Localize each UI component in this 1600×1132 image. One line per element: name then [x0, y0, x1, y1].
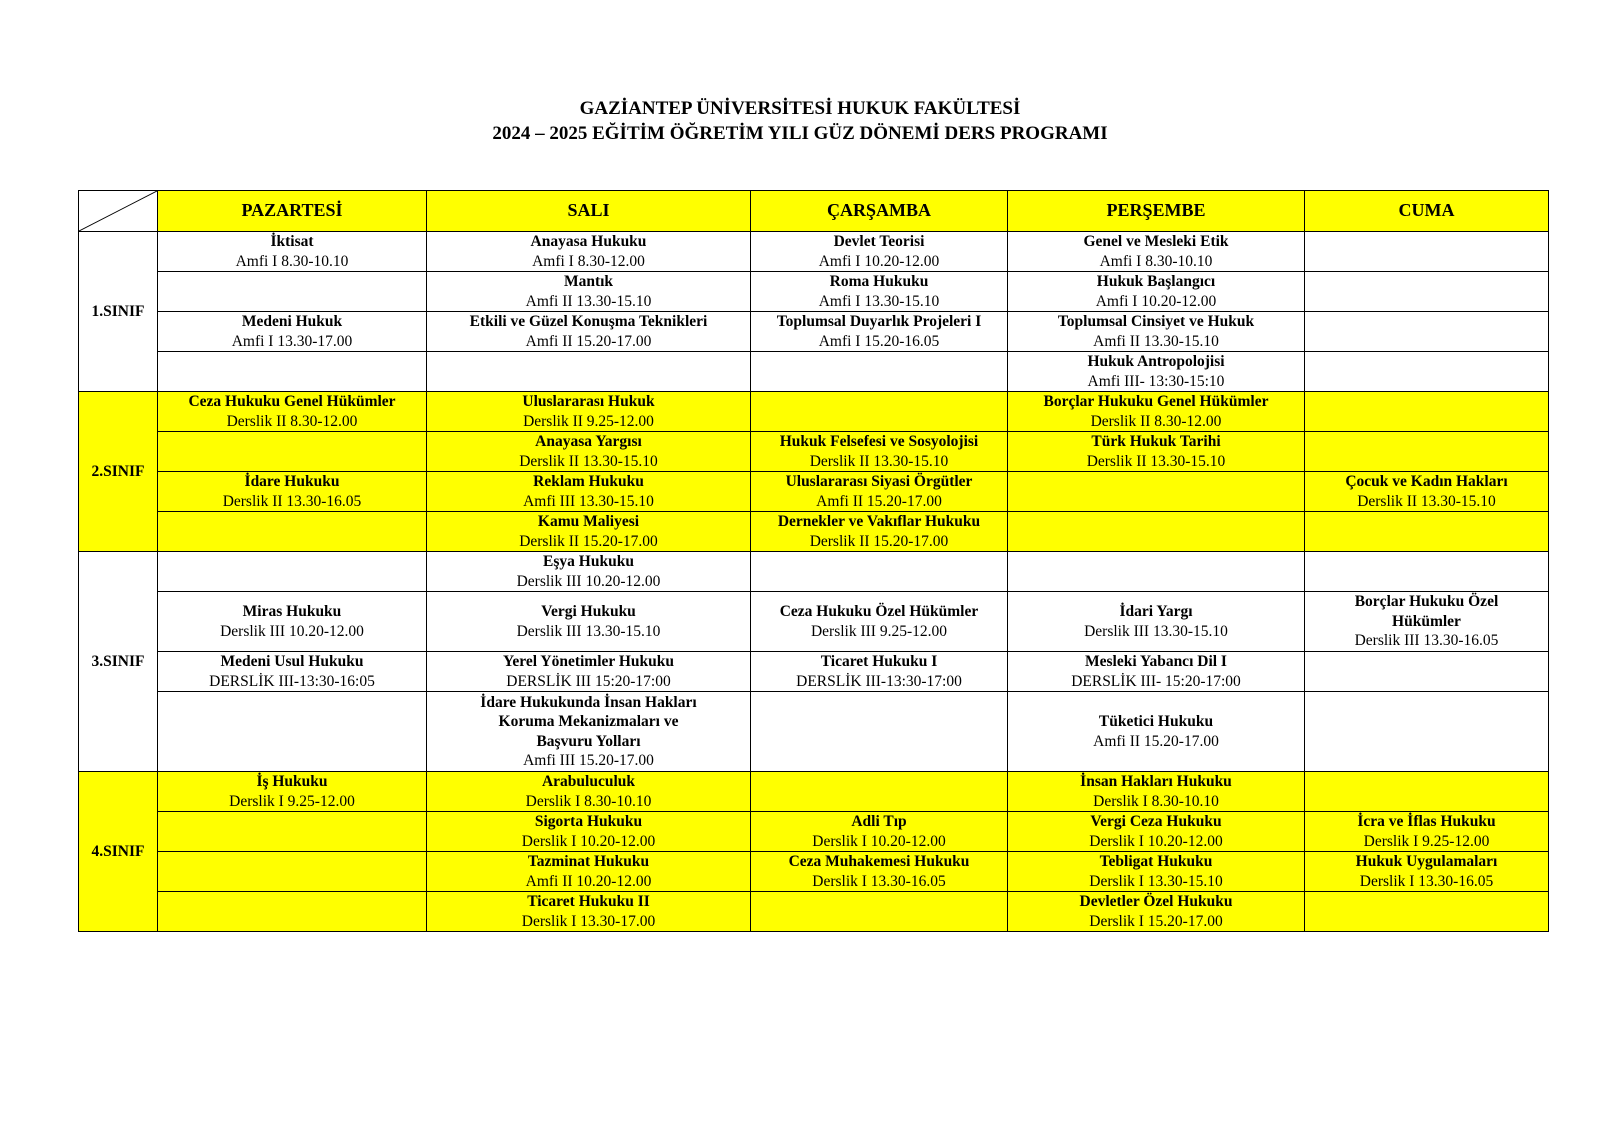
course-name: Roma Hukuku [829, 273, 929, 290]
course-room-time: Amfi I 13.30-15.10 [818, 292, 940, 310]
course-name: Ceza Hukuku Genel Hükümler [188, 393, 396, 410]
course-name: Anayasa Yargısı [535, 433, 642, 450]
empty-cell [158, 432, 427, 472]
course-cell [751, 512, 1008, 552]
course-name: Kamu Maliyesi [537, 513, 640, 530]
course-name: Tazminat Hukuku [527, 853, 650, 870]
course-name: Vergi Hukuku [541, 603, 636, 620]
course-room-time: Derslik III 13.30-15.10 [1084, 622, 1228, 640]
class-3-row-4 [79, 692, 1549, 772]
course-room-time: Derslik II 8.30-12.00 [1090, 412, 1222, 430]
course-name: Dernekler ve Vakıflar Hukuku [777, 513, 981, 530]
course-name: Borçlar Hukuku Özel Hükümler [1354, 593, 1499, 630]
course-room-time: Derslik I 10.20-12.00 [521, 832, 656, 850]
empty-cell [427, 352, 751, 392]
class-label-3: 3.SINIF [79, 552, 158, 772]
course-name: Uluslararası Hukuk [522, 393, 655, 410]
course-room-time: Derslik II 15.20-17.00 [519, 532, 658, 550]
course-cell [1008, 352, 1305, 392]
class-1-row-1 [79, 232, 1549, 272]
empty-cell [1008, 472, 1305, 512]
course-cell [751, 272, 1008, 312]
course-name: Çocuk ve Kadın Hakları [1345, 473, 1508, 490]
course-cell [158, 772, 427, 812]
course-name: Toplumsal Duyarlık Projeleri I [776, 313, 982, 330]
course-cell [751, 472, 1008, 512]
course-cell [427, 312, 751, 352]
empty-cell [1305, 352, 1549, 392]
course-name: Arabuluculuk [541, 773, 636, 790]
course-room-time: Derslik I 10.20-12.00 [1089, 832, 1223, 850]
empty-cell [1008, 512, 1305, 552]
course-room-time: Amfi I 10.20-12.00 [818, 252, 940, 270]
diagonal-line-icon [79, 191, 157, 231]
course-cell [1008, 692, 1305, 772]
course-room-time: Amfi II 15.20-17.00 [525, 332, 652, 350]
course-room-time: Derslik III 13.30-16.05 [1354, 632, 1499, 650]
empty-cell [1305, 692, 1549, 772]
course-cell [1008, 232, 1305, 272]
course-room-time: DERSLİK III 15:20-17:00 [506, 672, 671, 690]
empty-cell [158, 272, 427, 312]
class-1-row-3 [79, 312, 1549, 352]
course-room-time: Derslik III 13.30-15.10 [516, 622, 661, 640]
class-2-row-3 [79, 472, 1549, 512]
empty-cell [1305, 552, 1549, 592]
course-cell [427, 552, 751, 592]
class-4-row-2 [79, 812, 1549, 852]
empty-cell [158, 852, 427, 892]
course-cell [427, 652, 751, 692]
course-room-time: Amfi III 15.20-17.00 [523, 752, 654, 769]
course-cell [158, 392, 427, 432]
class-2-row-2 [79, 432, 1549, 472]
empty-cell [158, 692, 427, 772]
empty-cell [1305, 392, 1549, 432]
course-name: Ticaret Hukuku II [527, 893, 650, 910]
course-cell [427, 692, 751, 772]
empty-cell [1305, 312, 1549, 352]
course-cell [1008, 312, 1305, 352]
class-3-row-2 [79, 592, 1549, 652]
class-1-row-2 [79, 272, 1549, 312]
course-room-time: Amfi I 15.20-16.05 [818, 332, 940, 350]
class-label-4: 4.SINIF [79, 772, 158, 932]
course-room-time: Amfi I 8.30-12.00 [532, 252, 645, 270]
course-name: Türk Hukuk Tarihi [1091, 433, 1221, 450]
course-cell [1008, 432, 1305, 472]
empty-cell [751, 352, 1008, 392]
course-name: Yerel Yönetimler Hukuku [502, 653, 675, 670]
course-room-time: Amfi II 13.30-15.10 [1093, 332, 1219, 350]
course-cell [751, 652, 1008, 692]
course-room-time: Derslik II 13.30-15.10 [809, 452, 949, 470]
course-name: Uluslararası Siyasi Örgütler [785, 473, 973, 490]
course-cell [427, 392, 751, 432]
course-cell [427, 512, 751, 552]
course-room-time: Derslik I 9.25-12.00 [229, 792, 355, 810]
day-header-monday: PAZARTESİ [158, 191, 427, 232]
course-name: Ceza Muhakemesi Hukuku [788, 853, 970, 870]
day-header-thursday: PERŞEMBE [1008, 191, 1305, 232]
empty-cell [158, 512, 427, 552]
day-header-tuesday: SALI [427, 191, 751, 232]
empty-cell [1305, 432, 1549, 472]
course-cell [427, 772, 751, 812]
course-room-time: Derslik I 13.30-15.10 [1089, 872, 1223, 890]
course-room-time: Amfi II 15.20-17.00 [816, 492, 942, 510]
day-header-wednesday: ÇARŞAMBA [751, 191, 1008, 232]
empty-cell [1305, 512, 1549, 552]
course-room-time: Derslik I 13.30-16.05 [812, 872, 946, 890]
course-cell [751, 592, 1008, 652]
empty-cell [751, 892, 1008, 932]
course-room-time: DERSLİK III-13:30-17:00 [796, 672, 962, 690]
empty-cell [158, 352, 427, 392]
course-name: Tüketici Hukuku [1098, 713, 1214, 730]
course-cell [1305, 812, 1549, 852]
class-3-row-1 [79, 552, 1549, 592]
empty-cell [1305, 272, 1549, 312]
course-cell [1008, 812, 1305, 852]
course-cell [158, 472, 427, 512]
day-header-row [79, 191, 1549, 232]
course-name: Vergi Ceza Hukuku [1090, 813, 1222, 830]
class-2-row-1 [79, 392, 1549, 432]
course-cell [427, 812, 751, 852]
course-cell [1305, 472, 1549, 512]
empty-cell [751, 392, 1008, 432]
course-room-time: Amfi II 10.20-12.00 [525, 872, 652, 890]
schedule-table [78, 190, 1549, 932]
class-4-row-3 [79, 852, 1549, 892]
course-room-time: Derslik II 13.30-15.10 [1357, 492, 1496, 510]
course-cell [158, 592, 427, 652]
course-cell [427, 432, 751, 472]
course-name: Hukuk Uygulamaları [1355, 853, 1498, 870]
course-cell [751, 852, 1008, 892]
class-4-row-4 [79, 892, 1549, 932]
course-cell [427, 892, 751, 932]
course-name: Anayasa Hukuku [530, 233, 647, 250]
course-room-time: Derslik III 10.20-12.00 [516, 572, 661, 590]
course-room-time: DERSLİK III- 15:20-17:00 [1071, 672, 1241, 690]
course-name: Hukuk Felsefesi ve Sosyolojisi [779, 433, 979, 450]
course-name: İdari Yargı [1119, 603, 1193, 620]
course-room-time: Derslik I 8.30-10.10 [525, 792, 652, 810]
course-name: İcra ve İflas Hukuku [1357, 813, 1496, 830]
class-label-1: 1.SINIF [79, 232, 158, 392]
course-room-time: Derslik I 8.30-10.10 [1093, 792, 1219, 810]
course-cell [1305, 592, 1549, 652]
course-room-time: Amfi III 13.30-15.10 [523, 492, 654, 510]
course-name: Borçlar Hukuku Genel Hükümler [1043, 393, 1269, 410]
course-room-time: Derslik III 9.25-12.00 [810, 622, 948, 640]
course-cell [1008, 892, 1305, 932]
course-cell [1008, 592, 1305, 652]
course-cell [751, 812, 1008, 852]
empty-cell [1305, 232, 1549, 272]
course-name: Sigorta Hukuku [534, 813, 643, 830]
program-title: 2024 – 2025 EĞİTİM ÖĞRETİM YILI GÜZ DÖNEMİ DERS PROGRAMI [492, 123, 1108, 144]
course-name: Adli Tıp [851, 813, 907, 830]
course-name: Medeni Hukuk [241, 313, 343, 330]
course-name: Ticaret Hukuku I [820, 653, 938, 670]
course-name: Toplumsal Cinsiyet ve Hukuk [1057, 313, 1255, 330]
course-name: Reklam Hukuku [533, 473, 644, 490]
empty-cell [1008, 552, 1305, 592]
course-cell [751, 432, 1008, 472]
empty-cell [1305, 892, 1549, 932]
course-name: İnsan Hakları Hukuku [1080, 773, 1232, 790]
course-cell [427, 272, 751, 312]
course-cell [158, 232, 427, 272]
course-room-time: Derslik I 13.30-16.05 [1359, 872, 1494, 890]
course-cell [427, 232, 751, 272]
course-room-time: Derslik I 9.25-12.00 [1363, 832, 1490, 850]
class-1-row-4 [79, 352, 1549, 392]
course-name: Mesleki Yabancı Dil I [1085, 653, 1227, 670]
empty-cell [158, 812, 427, 852]
course-room-time: Derslik III 10.20-12.00 [220, 622, 364, 640]
faculty-title: GAZİANTEP ÜNİVERSİTESİ HUKUK FAKÜLTESİ [579, 98, 1021, 119]
course-room-time: Derslik II 13.30-15.10 [1086, 452, 1226, 470]
course-room-time: Amfi I 8.30-10.10 [1099, 252, 1213, 270]
course-cell [1008, 772, 1305, 812]
empty-cell [1305, 652, 1549, 692]
course-name: İdare Hukukunda İnsan Hakları Koruma Mekanizmaları ve Başvuru Yolları [480, 693, 697, 750]
class-3-row-3 [79, 652, 1549, 692]
empty-cell [751, 692, 1008, 772]
course-cell [427, 472, 751, 512]
course-room-time: Amfi II 13.30-15.10 [525, 292, 652, 310]
course-room-time: Derslik II 8.30-12.00 [226, 412, 358, 430]
course-room-time: Amfi I 8.30-10.10 [235, 252, 349, 270]
course-name: Hukuk Başlangıcı [1096, 273, 1216, 290]
course-cell [158, 652, 427, 692]
course-room-time: Amfi II 15.20-17.00 [1093, 732, 1219, 750]
course-room-time: Amfi III- 13:30-15:10 [1087, 372, 1225, 390]
empty-cell [751, 772, 1008, 812]
course-name: Miras Hukuku [242, 603, 342, 620]
empty-cell [158, 552, 427, 592]
course-room-time: Derslik I 13.30-17.00 [521, 912, 656, 930]
empty-cell [751, 552, 1008, 592]
course-cell [1008, 652, 1305, 692]
course-name: Devlet Teorisi [833, 233, 925, 250]
course-name: Medeni Usul Hukuku [220, 653, 364, 670]
course-name: İktisat [270, 233, 314, 250]
course-room-time: Derslik II 9.25-12.00 [523, 412, 654, 430]
course-name: Eşya Hukuku [543, 553, 634, 570]
course-cell [158, 312, 427, 352]
course-cell [1305, 852, 1549, 892]
empty-cell [158, 892, 427, 932]
course-cell [1008, 852, 1305, 892]
course-room-time: Derslik II 13.30-16.05 [222, 492, 362, 510]
corner-cell [79, 191, 158, 232]
course-cell [751, 312, 1008, 352]
course-cell [427, 852, 751, 892]
course-cell [751, 232, 1008, 272]
course-name: Tebligat Hukuku [1099, 853, 1213, 870]
course-room-time: Amfi I 10.20-12.00 [1095, 292, 1217, 310]
course-name: Mantık [563, 273, 614, 290]
course-cell [1008, 392, 1305, 432]
course-room-time: Derslik I 15.20-17.00 [1089, 912, 1223, 930]
course-name: Devletler Özel Hukuku [1079, 893, 1233, 910]
course-cell [1008, 272, 1305, 312]
course-room-time: Derslik I 10.20-12.00 [812, 832, 946, 850]
class-4-row-1 [79, 772, 1549, 812]
empty-cell [1305, 772, 1549, 812]
course-name: İş Hukuku [256, 773, 328, 790]
course-name: Etkili ve Güzel Konuşma Teknikleri [469, 313, 708, 330]
course-name: İdare Hukuku [244, 473, 340, 490]
course-name: Ceza Hukuku Özel Hükümler [779, 603, 979, 620]
course-name: Genel ve Mesleki Etik [1083, 233, 1229, 250]
course-room-time: Derslik II 15.20-17.00 [809, 532, 949, 550]
course-room-time: DERSLİK III-13:30-16:05 [209, 672, 375, 690]
class-2-row-4 [79, 512, 1549, 552]
class-label-2: 2.SINIF [79, 392, 158, 552]
day-header-friday: CUMA [1305, 191, 1549, 232]
course-room-time: Derslik II 13.30-15.10 [519, 452, 658, 470]
course-cell [427, 592, 751, 652]
course-room-time: Amfi I 13.30-17.00 [231, 332, 353, 350]
course-name: Hukuk Antropolojisi [1087, 353, 1225, 370]
